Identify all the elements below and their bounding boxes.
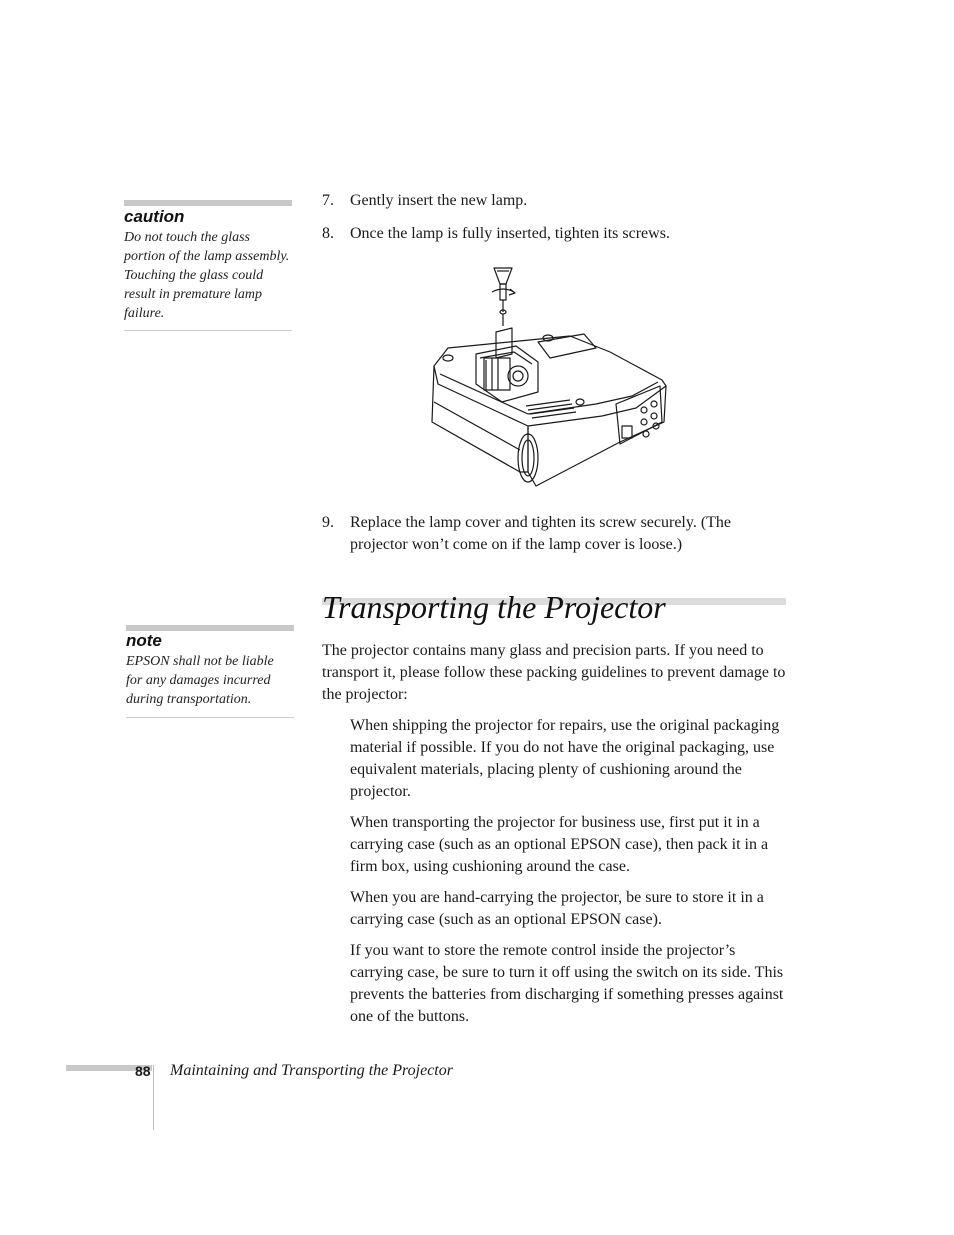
step-number: 9.	[322, 514, 334, 531]
guideline-item: When you are hand-carrying the projector, be sure to store it in a carrying case (such as an optional EPSON case).	[350, 889, 764, 928]
screwdriver-icon	[492, 268, 515, 326]
guideline-item: When transporting the projector for business use, first put it in a carrying case (such as an optional EPSON case), then pack it in a firm box, using cushioning around the case.	[350, 814, 769, 875]
caution-text: Do not touch the glass portion of the lamp assembly. Touching the glass could result in premature lamp failure.	[124, 230, 290, 321]
guideline-item: When shipping the projector for repairs, use the original packaging material if possible. If you do not have the original packaging, use equivalent materials, placing plenty of cushioning around the projector.	[350, 717, 780, 800]
step-text: Once the lamp is fully inserted, tighten its screws.	[350, 225, 670, 242]
section-intro: The projector contains many glass and precision parts. If you need to transport it, please follow these packing guidelines to prevent damage to the projector:	[322, 642, 786, 703]
caution-bar	[124, 200, 292, 206]
caution-label: caution	[124, 207, 185, 226]
caution-divider	[124, 330, 292, 331]
guideline-item: If you want to store the remote control inside the projector’s carrying case, be sure to turn it off using the switch on its side. This prevents the batteries from discharging if something presses against one of the buttons.	[350, 942, 784, 1025]
step-number: 7.	[322, 192, 334, 209]
footer-divider	[153, 1065, 154, 1130]
step-text: Gently insert the new lamp.	[350, 192, 528, 209]
step-number: 8.	[322, 225, 334, 242]
section-title: Transporting the Projector	[322, 589, 666, 625]
step-text: Replace the lamp cover and tighten its screw securely. (The projector won’t come on if the lamp cover is loose.)	[350, 514, 732, 553]
note-divider	[126, 717, 294, 718]
note-text: EPSON shall not be liable for any damages incurred during transportation.	[126, 654, 274, 707]
page-number: 88	[135, 1063, 151, 1079]
projector-lamp-illustration	[420, 262, 672, 492]
note-label: note	[126, 631, 162, 650]
footer-chapter-title: Maintaining and Transporting the Projector	[170, 1062, 453, 1079]
